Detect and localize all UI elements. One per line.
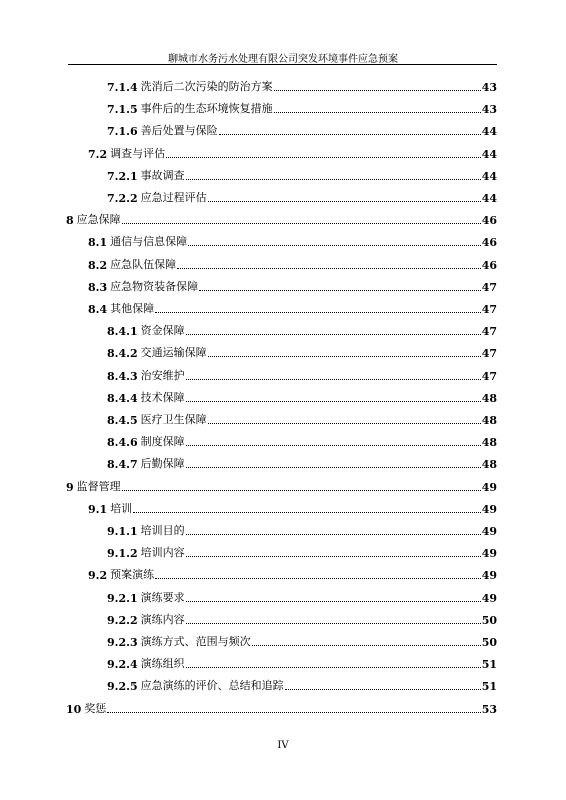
- toc-dot-leader: [186, 623, 481, 624]
- toc-entry-title: 培训目的: [140, 524, 185, 537]
- toc-dot-leader: [186, 334, 481, 335]
- toc-entry-title: 技术保障: [140, 391, 185, 404]
- toc-entry[interactable]: [107, 433, 497, 449]
- toc-entry-number: 7.2: [88, 148, 108, 161]
- toc-entry[interactable]: [107, 589, 497, 605]
- toc-entry-title: 演练方式、范围与频次: [140, 635, 251, 648]
- toc-entry-title: 演练组织: [140, 657, 185, 670]
- toc-entry-page: 43: [481, 81, 497, 94]
- toc-entry[interactable]: [107, 122, 497, 138]
- toc-entry-number: 7.1.4: [107, 81, 138, 94]
- toc-entry[interactable]: [107, 100, 497, 116]
- toc-entry-page: 44: [481, 148, 497, 161]
- toc-dot-leader: [208, 201, 481, 202]
- toc-entry-page: 46: [481, 214, 497, 227]
- toc-entry-page: 47: [481, 281, 497, 294]
- toc-entry-number: 9.2: [88, 569, 108, 582]
- toc-entry-title: 预案演练: [110, 568, 155, 581]
- toc-entry[interactable]: [107, 167, 497, 183]
- toc-entry[interactable]: [107, 522, 497, 538]
- toc-entry-title: 洗消后二次污染的防治方案: [140, 80, 273, 93]
- toc-entry[interactable]: [107, 411, 497, 427]
- toc-entry-title: 善后处置与保险: [140, 124, 218, 137]
- toc-dot-leader: [133, 512, 481, 513]
- toc-entry-title: 资金保障: [140, 324, 185, 337]
- header-rule: [68, 64, 497, 65]
- toc-entry-title: 事件后的生态环境恢复措施: [140, 102, 273, 115]
- toc-entry-number: 7.2.1: [107, 170, 138, 183]
- toc-entry-title: 应急保障: [76, 213, 121, 226]
- toc-entry-title: 应急演练的评价、总结和追踪: [140, 679, 284, 692]
- toc-entry-number: 8.4.7: [107, 458, 138, 471]
- toc-entry-title: 其他保障: [110, 302, 155, 315]
- toc-entry-number: 8: [66, 214, 74, 227]
- toc-dot-leader: [186, 601, 481, 602]
- toc-dot-leader: [186, 179, 481, 180]
- toc-entry[interactable]: [88, 233, 497, 249]
- toc-entry[interactable]: [107, 78, 497, 94]
- toc-dot-leader: [186, 445, 481, 446]
- page-number: IV: [277, 740, 289, 751]
- toc-entry[interactable]: [88, 300, 497, 316]
- toc-entry[interactable]: [66, 211, 497, 227]
- toc-entry-page: 43: [481, 103, 497, 116]
- toc-entry-number: 8.4: [88, 303, 108, 316]
- toc-entry-number: 9.2.1: [107, 592, 138, 605]
- toc-entry-title: 演练要求: [140, 591, 185, 604]
- toc-entry-number: 8.4.5: [107, 414, 138, 427]
- toc-dot-leader: [122, 223, 481, 224]
- toc-entry-page: 49: [481, 481, 497, 494]
- toc-dot-leader: [155, 578, 481, 579]
- toc-dot-leader: [186, 379, 481, 380]
- toc-entry-number: 8.4.1: [107, 325, 138, 338]
- toc-entry[interactable]: [107, 367, 497, 383]
- toc-dot-leader: [186, 467, 481, 468]
- toc-entry-number: 7.1.5: [107, 103, 138, 116]
- toc-entry[interactable]: [88, 500, 497, 516]
- toc-entry-number: 9.1: [88, 503, 108, 516]
- toc-dot-leader: [155, 312, 481, 313]
- toc-entry-number: 8.2: [88, 259, 108, 272]
- toc-entry-page: 50: [481, 636, 497, 649]
- toc-entry-page: 48: [481, 392, 497, 405]
- toc-entry-number: 7.1.6: [107, 125, 138, 138]
- toc-entry[interactable]: [107, 322, 497, 338]
- toc-entry[interactable]: [107, 655, 497, 671]
- toc-entry-page: 47: [481, 303, 497, 316]
- toc-entry[interactable]: [107, 677, 497, 693]
- toc-entry[interactable]: [107, 389, 497, 405]
- toc-dot-leader: [188, 245, 481, 246]
- toc-dot-leader: [274, 112, 481, 113]
- toc-dot-leader: [252, 645, 481, 646]
- toc-entry[interactable]: [107, 633, 497, 649]
- toc-entry-number: 9.1.2: [107, 547, 138, 560]
- toc-dot-leader: [177, 268, 481, 269]
- toc-entry-page: 49: [481, 503, 497, 516]
- toc-entry-page: 50: [481, 614, 497, 627]
- toc-entry-page: 51: [481, 680, 497, 693]
- toc-entry-number: 8.4.3: [107, 370, 138, 383]
- toc-dot-leader: [208, 356, 481, 357]
- toc-entry-page: 49: [481, 592, 497, 605]
- toc-entry-page: 53: [481, 703, 497, 716]
- toc-entry-number: 8.4.4: [107, 392, 138, 405]
- toc-entry-number: 10: [66, 703, 82, 716]
- toc-entry-number: 9.2.4: [107, 658, 138, 671]
- toc-entry-page: 46: [481, 236, 497, 249]
- toc-entry-number: 8.4.2: [107, 347, 138, 360]
- toc-entry-number: 8.1: [88, 236, 108, 249]
- toc-entry-title: 医疗卫生保障: [140, 413, 207, 426]
- toc-entry-title: 监督管理: [76, 480, 121, 493]
- toc-entry-title: 培训: [110, 502, 133, 515]
- toc-dot-leader: [219, 134, 481, 135]
- toc-entry-title: 调查与评估: [110, 147, 166, 160]
- toc-entry[interactable]: [107, 455, 497, 471]
- toc-entry-title: 交通运输保障: [140, 346, 207, 359]
- toc-entry-page: 44: [481, 192, 497, 205]
- toc-entry-title: 培训内容: [140, 546, 185, 559]
- toc-entry-page: 48: [481, 436, 497, 449]
- toc-entry-title: 制度保障: [140, 435, 185, 448]
- toc-entry-title: 事故调查: [140, 169, 185, 182]
- toc-entry[interactable]: [107, 189, 497, 205]
- toc-dot-leader: [122, 490, 481, 491]
- toc-entry[interactable]: [107, 544, 497, 560]
- toc-entry-page: 47: [481, 347, 497, 360]
- toc-dot-leader: [186, 401, 481, 402]
- toc-entry[interactable]: [66, 700, 497, 716]
- toc-dot-leader: [186, 534, 481, 535]
- toc-entry-number: 9: [66, 481, 74, 494]
- toc-entry[interactable]: [88, 278, 497, 294]
- toc-dot-leader: [186, 667, 481, 668]
- toc-entry-title: 通信与信息保障: [110, 235, 188, 248]
- toc-entry-page: 44: [481, 125, 497, 138]
- toc-dot-leader: [285, 689, 481, 690]
- toc-entry[interactable]: [107, 611, 497, 627]
- toc-entry-page: 48: [481, 458, 497, 471]
- toc-dot-leader: [107, 712, 480, 713]
- toc-dot-leader: [274, 90, 481, 91]
- toc-dot-leader: [166, 157, 481, 158]
- toc-entry-title: 奖惩: [84, 702, 107, 715]
- toc-dot-leader: [199, 290, 481, 291]
- toc-entry-number: 9.2.5: [107, 680, 138, 693]
- toc-entry-page: 46: [481, 259, 497, 272]
- toc-entry-number: 8.4.6: [107, 436, 138, 449]
- toc-entry[interactable]: [88, 566, 497, 582]
- toc-entry-page: 49: [481, 569, 497, 582]
- toc-entry-page: 49: [481, 547, 497, 560]
- toc-entry-page: 47: [481, 370, 497, 383]
- toc-entry-page: 44: [481, 170, 497, 183]
- toc-entry-title: 治安维护: [140, 369, 185, 382]
- toc-dot-leader: [208, 423, 481, 424]
- toc-entry-title: 后勤保障: [140, 457, 185, 470]
- toc-entry-title: 演练内容: [140, 613, 185, 626]
- toc-entry-number: 9.2.2: [107, 614, 138, 627]
- toc-entry-number: 9.2.3: [107, 636, 138, 649]
- document-header: 聊城市水务污水处理有限公司突发环境事件应急预案: [168, 54, 398, 65]
- toc-entry-title: 应急过程评估: [140, 191, 207, 204]
- toc-entry-page: 48: [481, 414, 497, 427]
- toc-entry[interactable]: [66, 478, 497, 494]
- toc-entry-page: 51: [481, 658, 497, 671]
- toc-entry-title: 应急队伍保障: [110, 258, 177, 271]
- toc-entry-page: 49: [481, 525, 497, 538]
- toc-entry-title: 应急物资装备保障: [110, 280, 199, 293]
- toc-entry-number: 8.3: [88, 281, 108, 294]
- toc-entry[interactable]: [88, 145, 497, 161]
- toc-entry-number: 7.2.2: [107, 192, 138, 205]
- toc-entry[interactable]: [88, 256, 497, 272]
- toc-entry-number: 9.1.1: [107, 525, 138, 538]
- toc-entry-page: 47: [481, 325, 497, 338]
- toc-dot-leader: [186, 556, 481, 557]
- toc-entry[interactable]: [107, 344, 497, 360]
